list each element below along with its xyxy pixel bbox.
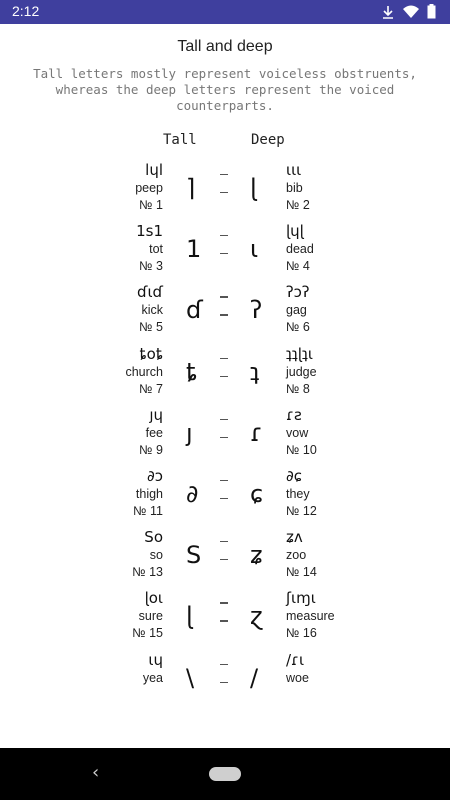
letter-pair-row bbox=[0, 405, 450, 466]
tall-letter-info bbox=[132, 588, 163, 642]
deep-letter-info bbox=[286, 527, 317, 581]
tall-glyph: ȷ bbox=[186, 418, 193, 447]
tall-num: № 13 bbox=[132, 565, 163, 580]
tall-script: ∂ɔ bbox=[147, 467, 163, 485]
deep-word: they bbox=[286, 487, 310, 501]
deep-script: ʑʌ bbox=[286, 528, 303, 547]
letter-pair-row bbox=[0, 466, 450, 527]
deep-script: ʇʇɭʇɩ bbox=[286, 344, 313, 363]
deep-letter-info bbox=[286, 588, 335, 642]
tall-word: tot bbox=[149, 242, 163, 257]
tall-word: fee bbox=[145, 425, 163, 440]
tall-num: № 1 bbox=[139, 198, 163, 212]
tall-num: № 7 bbox=[139, 381, 163, 396]
tall-glyph: ȶ bbox=[186, 357, 198, 386]
tall-glyph: \ bbox=[186, 663, 195, 692]
deep-word: measure bbox=[286, 609, 335, 624]
deep-script: ∂ɕ bbox=[286, 467, 303, 485]
deep-glyph: / bbox=[250, 663, 259, 692]
tall-glyph: S bbox=[186, 541, 202, 570]
deep-word: gag bbox=[286, 303, 307, 318]
deep-num: № 2 bbox=[286, 198, 310, 212]
deep-word: judge bbox=[286, 364, 317, 379]
pair-separator-dash bbox=[220, 235, 228, 236]
back-icon[interactable]: ‹ bbox=[92, 762, 100, 783]
deep-script: ʔɔʔ bbox=[286, 283, 310, 302]
tall-letter-info bbox=[133, 466, 163, 520]
tall-letter-info bbox=[125, 344, 163, 398]
tall-script: ɗɩɗ bbox=[137, 283, 163, 302]
pair-separator-dash bbox=[220, 376, 228, 377]
deep-letter-info bbox=[286, 405, 317, 459]
tall-word: church bbox=[125, 364, 163, 379]
tall-num: № 15 bbox=[132, 626, 163, 641]
tall-script: ɭoɩ bbox=[144, 589, 163, 608]
deep-letter-info bbox=[286, 160, 310, 214]
letter-pair-row bbox=[0, 527, 450, 588]
pair-separator-dash bbox=[220, 419, 228, 420]
deep-script: ɩɩɩ bbox=[286, 161, 302, 179]
deep-script: ɾƨ bbox=[286, 405, 302, 424]
tall-word: so bbox=[149, 548, 163, 563]
tall-letter-info bbox=[143, 650, 163, 687]
deep-letter-info bbox=[286, 282, 310, 336]
pair-separator-dash bbox=[220, 664, 228, 665]
battery-icon bbox=[427, 4, 436, 19]
deep-script: ʃɩɱɩ bbox=[286, 589, 316, 608]
pair-separator-dash bbox=[220, 296, 228, 297]
pair-separator-dash bbox=[220, 253, 228, 254]
letter-pair-row bbox=[0, 650, 450, 692]
tall-glyph: ɭ bbox=[186, 602, 193, 631]
deep-letter-info bbox=[286, 221, 314, 275]
deep-glyph: ɭ bbox=[250, 174, 257, 202]
wifi-icon bbox=[403, 5, 419, 19]
tall-num: № 9 bbox=[139, 442, 163, 457]
tall-glyph: 1 bbox=[186, 235, 202, 264]
deep-letter-info bbox=[286, 344, 317, 398]
pair-separator-dash bbox=[220, 602, 228, 603]
pair-separator-dash bbox=[220, 480, 228, 481]
deep-letter-info bbox=[286, 466, 317, 520]
pair-separator-dash bbox=[220, 620, 228, 621]
deep-word: dead bbox=[286, 242, 314, 257]
pair-separator-dash bbox=[220, 559, 228, 560]
deep-script: /ɾɩ bbox=[286, 650, 305, 669]
tall-letter-info bbox=[139, 405, 163, 459]
tall-script: So bbox=[144, 528, 163, 547]
deep-glyph: ɾ bbox=[250, 418, 263, 447]
tall-glyph: ∂ bbox=[186, 480, 199, 508]
navigation-bar bbox=[0, 748, 450, 800]
tall-num: № 3 bbox=[139, 259, 163, 274]
pair-separator-dash bbox=[220, 682, 228, 683]
column-header-tall: Tall bbox=[163, 132, 197, 148]
pair-separator-dash bbox=[220, 541, 228, 542]
deep-num: № 14 bbox=[286, 565, 317, 580]
page-title: Tall and deep bbox=[177, 38, 273, 55]
tall-script: 1s1 bbox=[136, 222, 163, 241]
tall-letter-info bbox=[137, 282, 163, 336]
deep-glyph: ʔ bbox=[250, 296, 263, 325]
deep-glyph: ʑ bbox=[250, 541, 263, 570]
tall-letter-info bbox=[136, 221, 163, 275]
deep-glyph: ɩ bbox=[250, 235, 259, 264]
tall-num: № 5 bbox=[139, 320, 163, 335]
deep-word: vow bbox=[286, 425, 309, 440]
tall-num: № 11 bbox=[133, 504, 163, 518]
deep-num: № 16 bbox=[286, 626, 317, 641]
page-subtitle: Tall letters mostly represent voiceless obstruents, whereas the deep letters represent the voiced counterparts. bbox=[33, 66, 417, 113]
tall-word: sure bbox=[138, 609, 163, 624]
deep-glyph: ɀ bbox=[250, 602, 263, 631]
letter-pair-row bbox=[0, 221, 450, 282]
tall-word: kick bbox=[141, 303, 163, 318]
tall-word: peep bbox=[135, 181, 163, 195]
deep-word: woe bbox=[286, 670, 309, 685]
deep-num: № 10 bbox=[286, 442, 317, 457]
tall-letter-info bbox=[132, 527, 163, 581]
pair-separator-dash bbox=[220, 498, 228, 499]
tall-script: ȷɥ bbox=[149, 405, 163, 424]
deep-num: № 8 bbox=[286, 381, 310, 396]
home-button[interactable] bbox=[209, 767, 241, 781]
deep-num: № 6 bbox=[286, 320, 310, 335]
download-icon bbox=[381, 5, 395, 19]
tall-glyph: ɗ bbox=[186, 296, 203, 325]
deep-num: № 12 bbox=[286, 504, 317, 518]
letter-pair-row bbox=[0, 588, 450, 649]
pair-separator-dash bbox=[220, 314, 228, 315]
tall-script: ɩɥ bbox=[148, 650, 163, 669]
tall-glyph: ⌉ bbox=[186, 174, 196, 202]
deep-glyph: ʇ bbox=[250, 357, 260, 386]
pair-separator-dash bbox=[220, 192, 228, 193]
pair-separator-dash bbox=[220, 437, 228, 438]
deep-letter-info bbox=[286, 650, 309, 687]
deep-script: ɭɥɭ bbox=[286, 222, 304, 241]
tall-letter-info bbox=[135, 160, 163, 214]
tall-word: yea bbox=[142, 670, 163, 685]
status-icons bbox=[381, 4, 436, 19]
letter-pair-row bbox=[0, 282, 450, 343]
status-bar bbox=[0, 0, 450, 24]
tall-script: ȶoȶ bbox=[139, 344, 163, 363]
deep-glyph: ɕ bbox=[250, 480, 264, 508]
tall-script: lɥl bbox=[145, 161, 163, 179]
letter-pair-row bbox=[0, 344, 450, 405]
status-time: 2:12 bbox=[12, 3, 40, 19]
tall-word: thigh bbox=[135, 487, 163, 501]
letter-pair-row bbox=[0, 160, 450, 221]
deep-num: № 4 bbox=[286, 259, 310, 274]
deep-word: bib bbox=[286, 181, 303, 195]
main-content[interactable] bbox=[0, 24, 450, 692]
deep-word: zoo bbox=[286, 548, 307, 563]
pair-separator-dash bbox=[220, 358, 228, 359]
pair-separator-dash bbox=[220, 174, 228, 175]
column-header-deep: Deep bbox=[251, 132, 285, 148]
